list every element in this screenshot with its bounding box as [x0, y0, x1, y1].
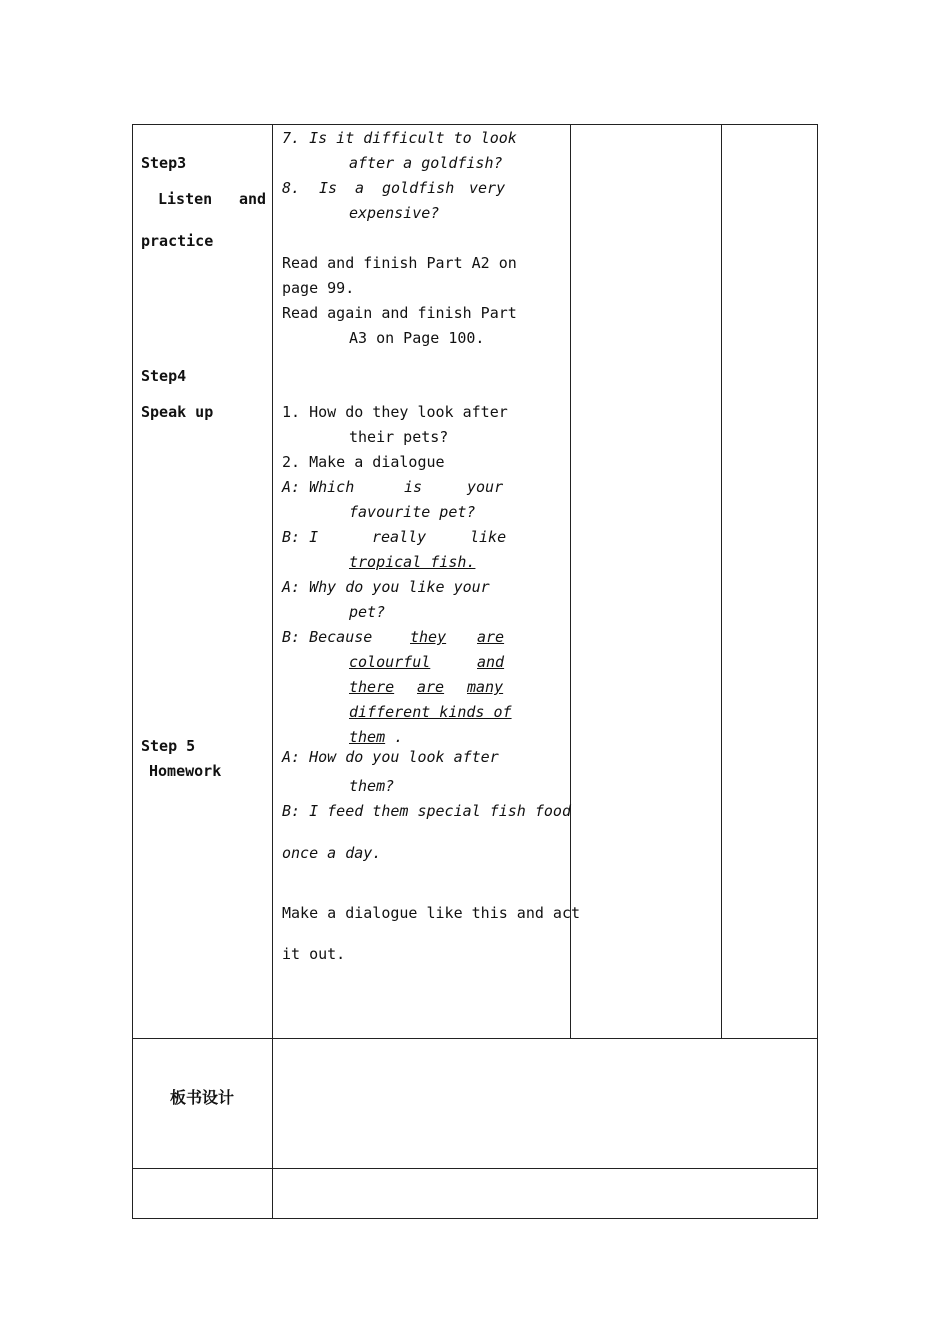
question-8-word: Is	[319, 179, 338, 197]
dialogue-b2-word: there	[349, 678, 395, 696]
step4-title: Step4	[141, 367, 187, 385]
question-8-word: a	[355, 179, 365, 197]
dialogue-a2-line2: pet?	[349, 603, 386, 621]
dialogue-b1-word: B: I	[282, 528, 319, 546]
task-a2-line1: Read and finish Part A2 on	[282, 254, 517, 272]
homework-line2: it out.	[282, 945, 346, 963]
dialogue-b2-them: them	[349, 728, 386, 746]
table-column-divider	[272, 124, 273, 1219]
dialogue-b2-word: are	[477, 628, 505, 646]
dialogue-b2-word: they	[410, 628, 447, 646]
table-left-border	[132, 124, 133, 1219]
dialogue-b2-line4: different kinds of	[349, 703, 512, 721]
dialogue-b1-word: like	[470, 528, 507, 546]
table-right-border	[817, 124, 818, 1219]
dialogue-b3-line2: once a day.	[282, 844, 382, 862]
question-7-line2: after a goldfish?	[349, 154, 503, 172]
dialogue-b2-word: are	[417, 678, 445, 696]
table-row-divider	[132, 1038, 818, 1039]
dialogue-b2-line5	[349, 727, 403, 747]
dialogue-b2-word: many	[467, 678, 504, 696]
speak-item-1-line2: their pets?	[349, 428, 449, 446]
step3-practice: practice	[141, 232, 214, 250]
dialogue-b1-line2: tropical fish.	[349, 553, 476, 571]
dialogue-a1-word: is	[404, 478, 423, 496]
speak-item-1-line1: 1. How do they look after	[282, 403, 508, 421]
dialogue-b2-period: .	[385, 728, 404, 746]
dialogue-a3-line1: A: How do you look after	[282, 748, 499, 766]
table-row-divider	[132, 1168, 818, 1169]
table-column-divider	[570, 124, 571, 1039]
task-a3-line1: Read again and finish Part	[282, 304, 517, 322]
dialogue-b2-word: B: Because	[282, 628, 373, 646]
task-a2-line2: page 99.	[282, 279, 355, 297]
dialogue-b1-word: really	[372, 528, 427, 546]
dialogue-b2-word: colourful	[349, 653, 431, 671]
dialogue-a3-line2: them?	[349, 777, 395, 795]
dialogue-a1-word: your	[467, 478, 504, 496]
step3-title: Step3	[141, 154, 187, 172]
table-column-divider	[721, 124, 722, 1039]
dialogue-b3-line1: B: I feed them special fish food	[282, 802, 571, 820]
board-design-label: 板书设计	[170, 1088, 235, 1107]
step3-and: and	[239, 190, 267, 208]
dialogue-a1-word: A: Which	[282, 478, 355, 496]
step5-subtitle: Homework	[149, 762, 222, 780]
table-top-border	[132, 124, 818, 125]
question-8-line2: expensive?	[349, 204, 440, 222]
dialogue-a2-line1: A: Why do you like your	[282, 578, 490, 596]
step3-listen: Listen	[158, 190, 213, 208]
table-bottom-border	[132, 1218, 818, 1219]
question-8-word: goldfish	[382, 179, 455, 197]
dialogue-b2-word: and	[477, 653, 505, 671]
question-8-word: very	[469, 179, 506, 197]
task-a3-line2: A3 on Page 100.	[349, 329, 485, 347]
step5-title: Step 5	[141, 737, 196, 755]
homework-line1: Make a dialogue like this and act	[282, 904, 581, 922]
speak-item-2: 2. Make a dialogue	[282, 453, 445, 471]
step4-subtitle: Speak up	[141, 403, 214, 421]
dialogue-a1-line2: favourite pet?	[349, 503, 476, 521]
question-7-line1: 7. Is it difficult to look	[282, 129, 517, 147]
question-8-num: 8.	[282, 179, 301, 197]
